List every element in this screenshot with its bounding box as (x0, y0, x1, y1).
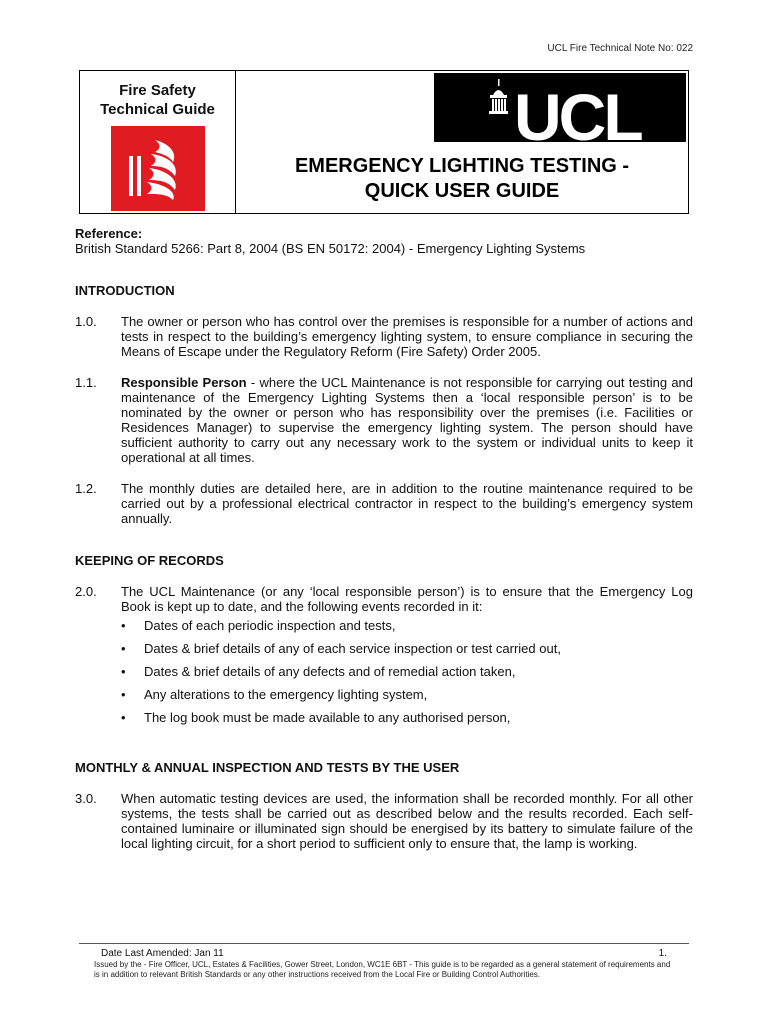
technical-note-number: UCL Fire Technical Note No: 022 (547, 43, 693, 54)
page-number: 1. (658, 948, 667, 959)
list-item: • Dates & brief details of any of each service inspection or test carried out, (121, 641, 693, 656)
paragraph-1-2: 1.2. The monthly duties are detailed here, are in addition to the routine maintenance required to be carried out by a professional electrical contractor in respect to the building’s emergency system annually. (75, 481, 693, 526)
records-list (121, 618, 693, 725)
date-last-amended: Date Last Amended: Jan 11 (101, 948, 224, 959)
title-panel (236, 71, 688, 213)
document-header (79, 70, 689, 214)
document-title: EMERGENCY LIGHTING TESTING - QUICK USER GUIDE (294, 155, 630, 202)
responsible-person-term: Responsible Person (121, 375, 247, 390)
guide-badge (80, 71, 236, 213)
issuer-statement: Issued by the - Fire Officer, UCL, Estates & Facilities, Gower Street, London, WC1E 6BT - This guide is to be regarded as a general statement of requirements and is in addition to relevant British Standards or any other instructions received from the Local Fire or Building Control Authorities. (94, 960, 671, 979)
reference-label: Reference: (75, 226, 143, 241)
ucl-logo (434, 73, 686, 142)
page-footer (79, 943, 689, 980)
fire-safety-icon (111, 126, 205, 211)
paragraph-1-0: 1.0. The owner or person who has control over the premises is responsible for a number of actions and tests in respect to the building’s emergency lighting system, to ensure compliance in securing the Means of Escape under the Regulatory Reform (Fire Safety) Order 2005. (75, 314, 693, 359)
paragraph-2-0: 2.0. The UCL Maintenance (or any ‘local responsible person’) is to ensure that the Emergency Log Book is kept up to date, and the following events recorded in it: • Dates of each periodic inspection and tests, • Dates & brief details of any of each service inspection or test carried out, • Dates & brief details of any defects and of remedial action taken, • Any alterations to the emergency lighting system, • The log book must be made available to any authorised person, (75, 584, 693, 733)
paragraph-3-0: 3.0. When automatic testing devices are used, the information shall be recorded monthly. For all other systems, the tests shall be carried out as described below and the results recorded. Each self-contained luminaire or illuminated sign should be energised by its battery to simulate failure of the local lighting circuit, for a short period to sufficient only to ensure that, the lamp is working. (75, 791, 693, 851)
guide-title: Fire Safety Technical Guide (100, 82, 215, 118)
list-item: • Dates & brief details of any defects and of remedial action taken, (121, 664, 693, 679)
list-item: • Dates of each periodic inspection and tests, (121, 618, 693, 633)
list-item: • The log book must be made available to any authorised person, (121, 710, 693, 725)
paragraph-1-1: 1.1. Responsible Person - where the UCL Maintenance is not responsible for carrying out testing and maintenance of the Emergency Lighting Systems then a ‘local responsible person’ is to be nominated by the owner or person who has responsibility over the premises (i.e. Facilities or Residences Manager) to supervise the emergency lighting system. The person should have sufficient authority to carry out any necessary work to the system or individual units to keep it operational at all times. (75, 375, 694, 465)
list-item: • Any alterations to the emergency lighting system, (121, 687, 693, 702)
svg-text:UCL: UCL (514, 80, 641, 142)
reference-text: British Standard 5266: Part 8, 2004 (BS EN 50172: 2004) - Emergency Lighting Systems (75, 241, 586, 256)
section-heading-introduction: INTRODUCTION (75, 283, 175, 298)
section-heading-records: KEEPING OF RECORDS (75, 553, 224, 568)
document-body (75, 226, 693, 867)
section-heading-inspection: MONTHLY & ANNUAL INSPECTION AND TESTS BY THE USER (75, 760, 460, 775)
